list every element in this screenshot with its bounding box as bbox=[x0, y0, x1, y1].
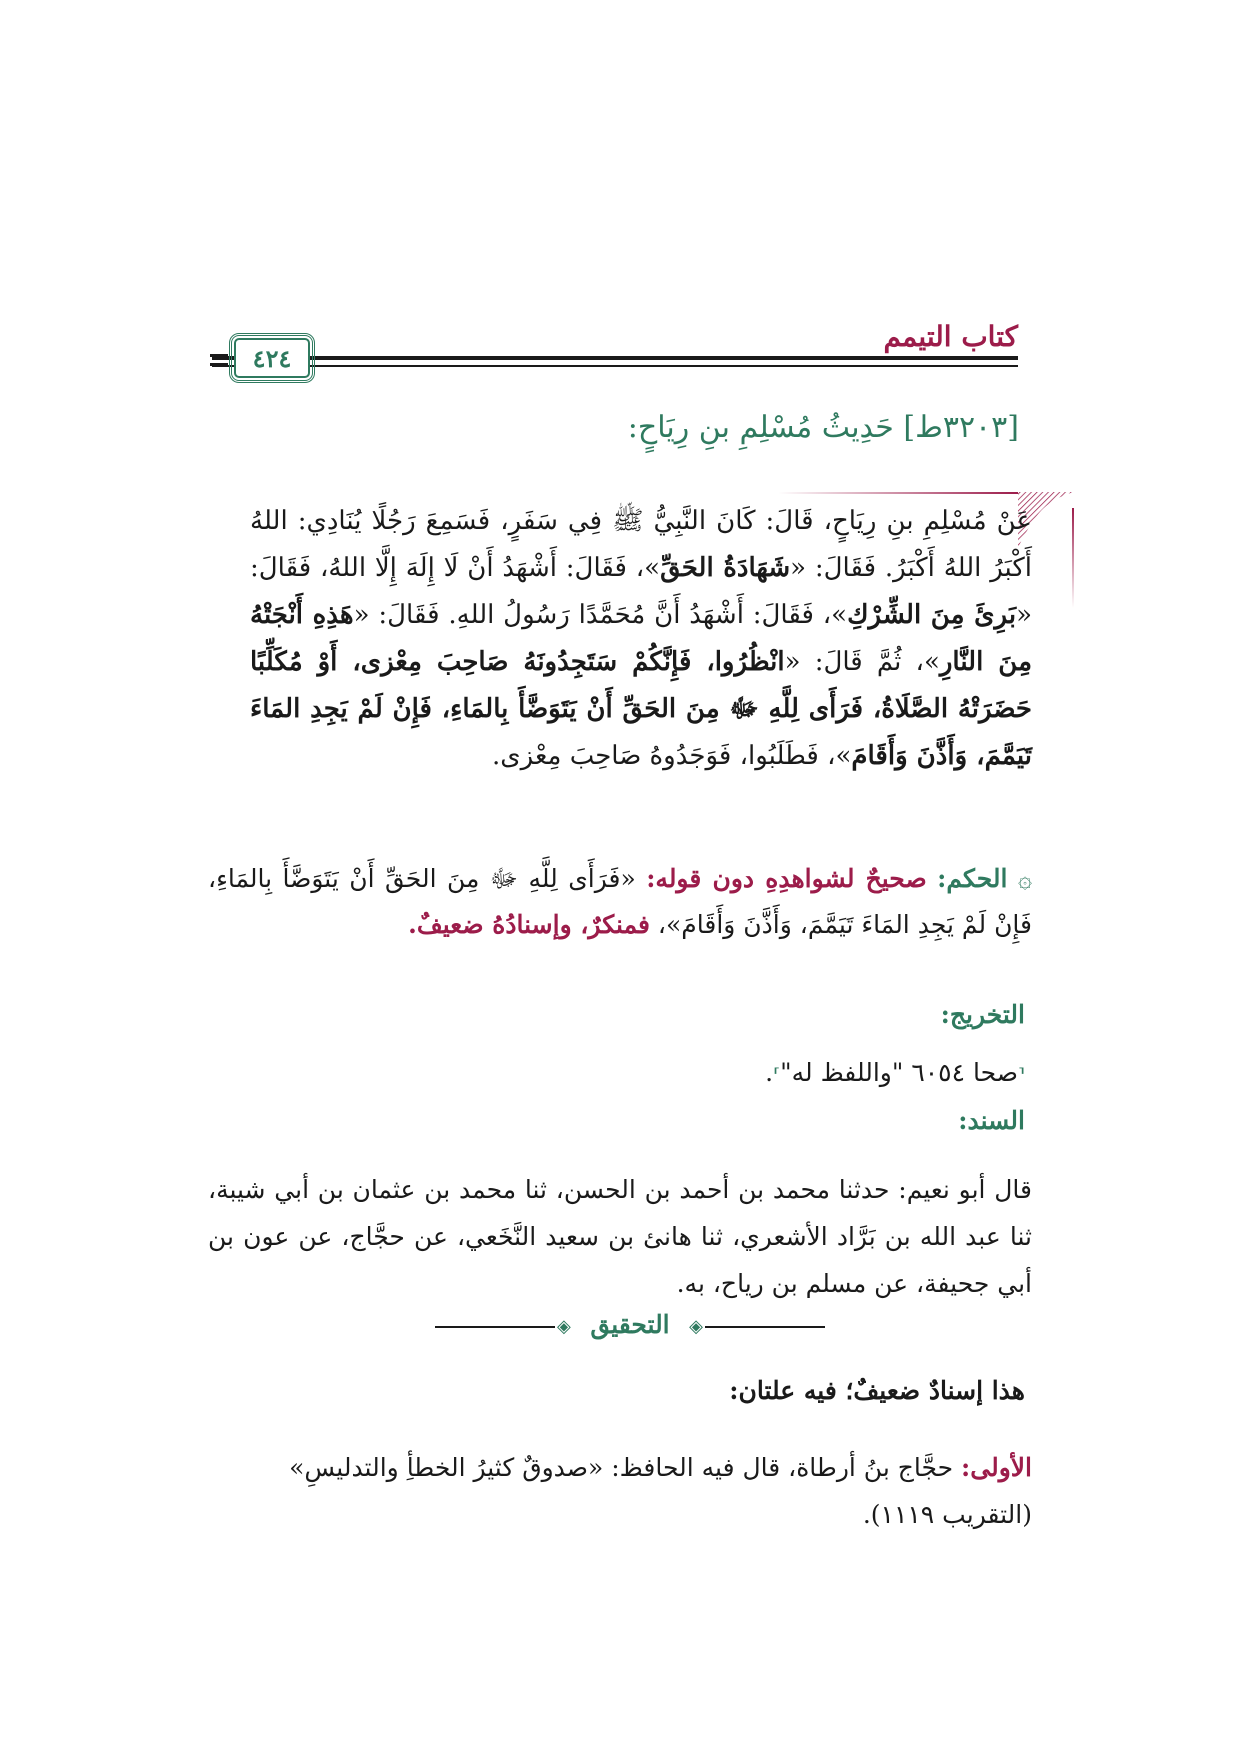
first-illa-label: الأولى: bbox=[961, 1453, 1032, 1482]
hadith-box-top-line bbox=[778, 492, 1018, 494]
header-left-dashes bbox=[210, 354, 228, 372]
ruling-label: الحكم: bbox=[937, 864, 1008, 893]
ornament-icon: ۞ bbox=[1017, 865, 1032, 893]
tahqiq-divider bbox=[435, 1312, 825, 1342]
hadith-text-4: »، ثُمَّ قَالَ: « bbox=[784, 647, 940, 677]
hadith-text bbox=[250, 498, 1032, 828]
ruling-verdict: فمنكرٌ، وإسنادُهُ ضعيفٌ. bbox=[408, 910, 650, 939]
first-illa bbox=[208, 1444, 1032, 1538]
hadith-text-2: »، فَقَالَ: أَشْهَدُ أَنْ لَا إِلَهَ إِلَّا اللهُ، فَقَالَ: « bbox=[250, 553, 1033, 630]
open-bracket-icon: ⸢ bbox=[1017, 1065, 1025, 1086]
ruling-main: صحيحٌ لشواهدِهِ دون قوله: bbox=[646, 864, 927, 893]
tahqiq-title: التحقيق bbox=[590, 1310, 670, 1339]
takhrij-end: . bbox=[765, 1058, 774, 1087]
header-rules bbox=[212, 356, 1018, 374]
hadith-bold-2: بَرِئَ مِنَ الشِّرْكِ bbox=[847, 600, 1017, 630]
takhrij-item bbox=[765, 1058, 1025, 1087]
hadith-bold-4: انْظُرُوا، فَإِنَّكُمْ سَتَجِدُونَهُ صَاحِبَ مِعْزى، أَوْ مُكَلِّبًا حَضَرَتْهُ الصَّلَاةُ، فَرَأَى لِلَّهِ ﷻ مِنَ الحَقِّ أَنْ يَتَوَضَّأَ بِالمَاءِ، فَإِنْ لَمْ يَجِدِ المَاءَ تَيَمَّمَ، وَأَذَّنَ وَأَقَامَ bbox=[250, 647, 1032, 771]
tahqiq-summary: هذا إسنادٌ ضعيفٌ؛ فيه علتان: bbox=[729, 1376, 1025, 1405]
first-illa-text: حجَّاج بنُ أرطاة، قال فيه الحافظ: «صدوقٌ كثيرُ الخطأِ والتدليسِ» (التقريب ١١١٩). bbox=[289, 1453, 1032, 1529]
hadith-text-5: »، فَطَلَبُوا، فَوَجَدُوهُ صَاحِبَ مِعْزى. bbox=[492, 741, 852, 771]
ruling bbox=[208, 856, 1032, 948]
hadith-heading: [٣٢٠٣ط] حَدِيثُ مُسْلِمِ بنِ رِيَاحٍ: bbox=[627, 410, 1019, 445]
sanad-text: قال أبو نعيم: حدثنا محمد بن أحمد بن الحسن، ثنا محمد بن عثمان بن أبي شيبة، ثنا عبد الله بن بَرَّاد الأشعري، ثنا هانئ بن سعيد النَّخَعي، عن حجَّاج، عن عون بن أبي جحيفة، عن مسلم بن رياح، به. bbox=[208, 1175, 1032, 1298]
takhrij-label: التخريج: bbox=[940, 1000, 1025, 1029]
hadith-text-1: عَنْ مُسْلِمِ بنِ رِيَاحٍ، قَالَ: كَانَ النَّبِيُّ ﷺ فِي سَفَرٍ، فَسَمِعَ رَجُلًا يُنَادِي: اللهُ أَكْبَرُ اللهُ أَكْبَرُ. فَقَالَ: « bbox=[250, 506, 1032, 583]
page-header bbox=[212, 318, 1018, 388]
hadith-box bbox=[250, 498, 1032, 828]
running-title: كتاب التيمم bbox=[883, 320, 1018, 353]
close-bracket-icon: ⸣ bbox=[773, 1065, 781, 1086]
divider-ornament-left-icon: ◈ bbox=[557, 1316, 571, 1337]
sanad-label: السند: bbox=[958, 1106, 1025, 1135]
ruling-quote: «فَرَأَى لِلَّهِ ﷻ مِنَ الحَقِّ أَنْ يَتَوَضَّأَ بِالمَاءِ، فَإِنْ لَمْ يَجِدِ المَاءَ تَيَمَّمَ، وَأَذَّنَ وَأَقَامَ»، bbox=[208, 864, 1032, 939]
header-rule-thick bbox=[212, 356, 1018, 360]
takhrij-source: صحا ٦٠٥٤ "واللفظ له" bbox=[780, 1058, 1018, 1087]
hadith-bold-1: شَهَادَةُ الحَقِّ bbox=[660, 553, 791, 583]
header-rule-thin bbox=[212, 365, 1018, 367]
divider-ornament-right-icon: ◈ bbox=[689, 1316, 703, 1337]
page-number: ٤٢٤ bbox=[234, 338, 310, 378]
hadith-bold-3: هَذِهِ أَنْجَتْهُ مِنَ النَّارِ bbox=[250, 600, 1032, 677]
hadith-box-side-line bbox=[1072, 508, 1074, 608]
hadith-text-3: »، فَقَالَ: أَشْهَدُ أَنَّ مُحَمَّدًا رَسُولُ اللهِ. فَقَالَ: « bbox=[353, 600, 848, 630]
